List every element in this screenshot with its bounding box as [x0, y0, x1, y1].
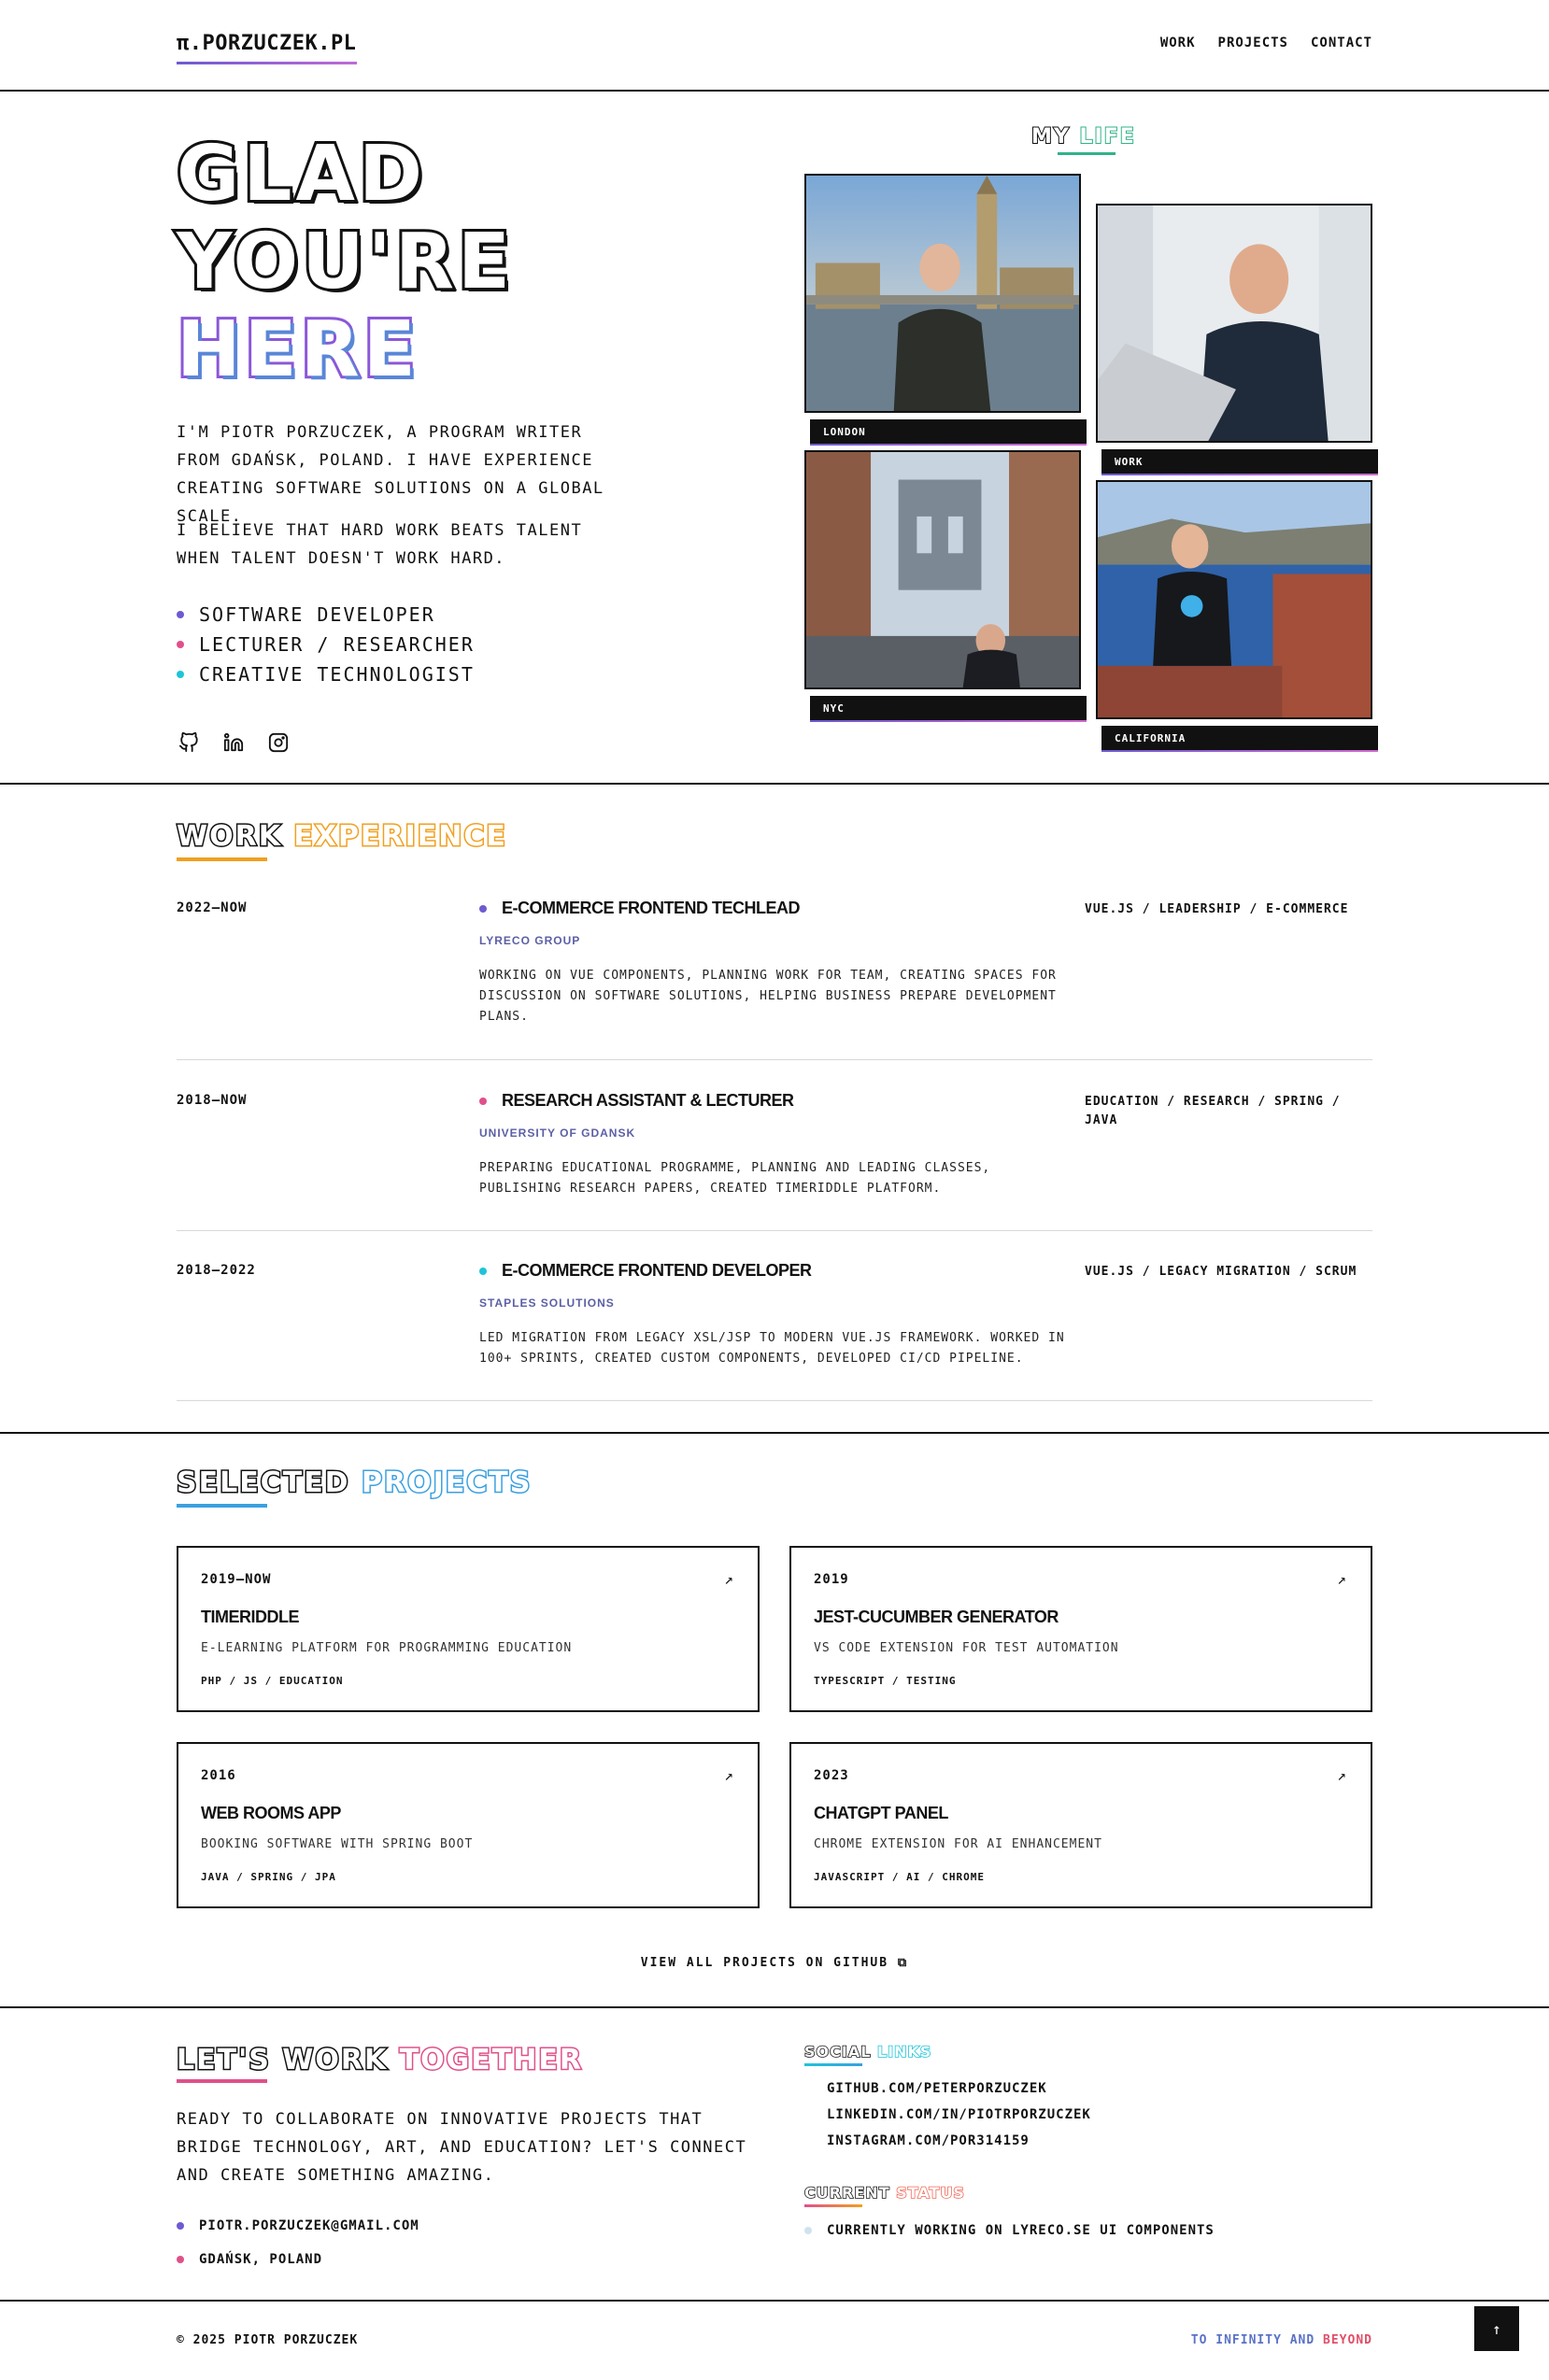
project-year: 2019—NOW: [201, 1572, 272, 1587]
github-projects-link-label: VIEW ALL PROJECTS ON GITHUB: [640, 1956, 889, 1970]
job-tags: VUE.JS / LEGACY MIGRATION / SCRUM: [1085, 1265, 1357, 1279]
project-card-chatgpt-panel[interactable]: [789, 1742, 1372, 1908]
bullet-dot: [479, 1098, 487, 1105]
section-title-b: EXPERIENCE: [293, 820, 507, 853]
job-description: PREPARING EDUCATIONAL PROGRAMME, PLANNING AND LEADING CLASSES, PUBLISHING RESEARCH PAPERS, CREATED TIMERIDDLE PLATFORM.: [479, 1161, 991, 1196]
contact-title: [177, 2044, 583, 2076]
section-underline: [177, 1504, 267, 1508]
photo-caption-work: WORK: [1101, 449, 1378, 474]
job-title: [479, 1261, 812, 1281]
job-period: 2022—NOW: [177, 900, 248, 915]
side-title-b: STATUS: [896, 2184, 965, 2202]
role-label: SOFTWARE DEVELOPER: [199, 603, 435, 626]
arrow-up-right-icon: ↗: [1337, 1570, 1346, 1588]
contact-location: [177, 2252, 322, 2267]
contact-location-text: GDAŃSK, POLAND: [199, 2252, 323, 2267]
section-divider: [0, 783, 1549, 785]
main-nav: [1160, 35, 1372, 50]
back-to-top-button[interactable]: [1474, 2306, 1519, 2351]
job-title: [479, 1091, 794, 1111]
job-tags: VUE.JS / LEADERSHIP / E-COMMERCE: [1085, 902, 1349, 916]
photo-caption-london: LONDON: [810, 419, 1087, 444]
hero-motto: I BELIEVE THAT HARD WORK BEATS TALENT WHEN TALENT DOESN'T WORK HARD.: [177, 521, 583, 568]
project-name: TIMERIDDLE: [201, 1608, 299, 1626]
job-tags: EDUCATION / RESEARCH / SPRING / JAVA: [1085, 1095, 1341, 1127]
arrow-up-right-icon: ↗: [724, 1570, 733, 1588]
external-link-icon: ⧉: [897, 1956, 909, 1970]
job-description: LED MIGRATION FROM LEGACY XSL/JSP TO MODERN VUE.JS FRAMEWORK. WORKED IN 100+ SPRINTS, CREATED CUSTOM COMPONENTS, DEVELOPED CI/CD PIPELINE.: [479, 1331, 1065, 1366]
section-underline: [177, 2079, 267, 2083]
nav-projects[interactable]: PROJECTS: [1217, 35, 1288, 50]
project-name: JEST-CUCUMBER GENERATOR: [814, 1608, 1059, 1626]
photo-work[interactable]: [1096, 204, 1372, 443]
section-title-a: WORK: [177, 820, 282, 853]
project-stack: JAVA / SPRING / JPA: [201, 1871, 336, 1883]
job-period: 2018—NOW: [177, 1093, 248, 1108]
copyright: © 2025 PIOTR PORZUCZEK: [177, 2333, 359, 2347]
bullet-dot: [177, 611, 184, 618]
photo-california[interactable]: [1096, 480, 1372, 719]
arrow-up-right-icon: ↗: [1337, 1766, 1346, 1784]
bullet-dot: [177, 641, 184, 648]
instagram-icon[interactable]: [266, 730, 291, 755]
project-subtitle: E-LEARNING PLATFORM FOR PROGRAMMING EDUCATION: [201, 1641, 573, 1655]
project-card-jest-cucumber[interactable]: [789, 1546, 1372, 1712]
hero-title-line-2: YOU'RE: [177, 218, 515, 306]
tagline-part: TO INFINITY: [1190, 2333, 1282, 2347]
job-company: LYRECO GROUP: [479, 934, 581, 947]
photo-nyc[interactable]: [804, 450, 1081, 689]
section-divider: [0, 1432, 1549, 1434]
caption-underline: [1101, 474, 1378, 475]
bullet-dot: [177, 671, 184, 678]
instagram-link[interactable]: INSTAGRAM.COM/POR314159: [827, 2133, 1030, 2148]
project-name: WEB ROOMS APP: [201, 1804, 341, 1822]
project-stack: JAVASCRIPT / AI / CHROME: [814, 1871, 985, 1883]
header-divider: [0, 90, 1549, 92]
section-title-a: SELECTED: [177, 1466, 350, 1499]
arrow-up-right-icon: ↗: [724, 1766, 733, 1784]
projects-title: [177, 1466, 532, 1499]
github-projects-link[interactable]: [0, 1956, 1549, 1970]
project-subtitle: CHROME EXTENSION FOR AI ENHANCEMENT: [814, 1837, 1102, 1851]
project-subtitle: BOOKING SOFTWARE WITH SPRING BOOT: [201, 1837, 474, 1851]
my-life-title-a: MY: [1031, 125, 1071, 149]
roles-list: [177, 600, 475, 689]
hero-title-line-3: HERE: [177, 305, 419, 394]
current-status-text: CURRENTLY WORKING ON LYRECO.SE UI COMPONENTS: [827, 2223, 1215, 2238]
nav-contact[interactable]: CONTACT: [1310, 35, 1372, 50]
job-period: 2018—2022: [177, 1263, 256, 1278]
nav-work[interactable]: WORK: [1159, 35, 1196, 50]
footer-tagline: [1191, 2333, 1372, 2347]
footer-divider: [0, 2300, 1549, 2302]
project-card-timeriddle[interactable]: [177, 1546, 760, 1712]
project-stack: PHP / JS / EDUCATION: [201, 1675, 344, 1687]
job-description: WORKING ON VUE COMPONENTS, PLANNING WORK FOR TEAM, CREATING SPACES FOR DISCUSSION ON SOFTWARE SOLUTIONS, HELPING BUSINESS PREPARE DEVELOPMENT PLANS.: [479, 969, 1057, 1024]
job-company: UNIVERSITY OF GDANSK: [479, 1126, 636, 1140]
project-year: 2019: [814, 1572, 849, 1587]
current-status: [804, 2223, 1215, 2238]
arrow-up-icon: ↑: [1492, 2319, 1501, 2338]
bullet-dot: [177, 2256, 184, 2263]
contact-email[interactable]: [177, 2218, 419, 2233]
project-year: 2023: [814, 1768, 849, 1783]
side-title-underline: [804, 2063, 862, 2066]
social-icons: [177, 730, 291, 755]
side-title-b: LINKS: [876, 2043, 932, 2061]
role-item: [177, 600, 475, 630]
caption-underline: [810, 720, 1087, 722]
my-life-title-b: LIFE: [1079, 125, 1136, 149]
linkedin-link[interactable]: LINKEDIN.COM/IN/PIOTRPORZUCZEK: [827, 2107, 1091, 2122]
job-title-text: E-COMMERCE FRONTEND DEVELOPER: [502, 1261, 812, 1280]
tagline-part: BEYOND: [1323, 2333, 1372, 2347]
job-company: STAPLES SOLUTIONS: [479, 1296, 615, 1310]
caption-underline: [1101, 750, 1378, 752]
github-icon[interactable]: [177, 730, 201, 755]
role-item: [177, 659, 475, 689]
hero-title-line-1: GLAD: [177, 130, 427, 219]
current-status-title: [804, 2184, 965, 2202]
github-link[interactable]: GITHUB.COM/PETERPORZUCZEK: [827, 2081, 1047, 2096]
job-separator: [177, 1059, 1372, 1060]
role-label: LECTURER / RESEARCHER: [199, 633, 475, 656]
linkedin-icon[interactable]: [221, 730, 246, 755]
bullet-dot: [177, 2222, 184, 2230]
job-title-text: E-COMMERCE FRONTEND TECHLEAD: [502, 899, 800, 917]
section-title-a: LET'S WORK: [177, 2044, 389, 2076]
side-title-underline: [804, 2204, 862, 2207]
job-title: [479, 899, 800, 918]
contact-text: READY TO COLLABORATE ON INNOVATIVE PROJECTS THAT BRIDGE TECHNOLOGY, ART, AND EDUCATION? LET'S CONNECT AND CREATE SOMETHING AMAZING.: [177, 2110, 747, 2185]
role-item: [177, 630, 475, 659]
bullet-dot: [479, 905, 487, 913]
contact-email-text: PIOTR.PORZUCZEK@GMAIL.COM: [199, 2218, 419, 2233]
my-life-underline: [1058, 152, 1116, 155]
job-title-text: RESEARCH ASSISTANT & LECTURER: [502, 1091, 794, 1110]
project-stack: TYPESCRIPT / TESTING: [814, 1675, 957, 1687]
tagline-part: AND: [1289, 2333, 1315, 2347]
hero-title: [177, 131, 514, 394]
section-title-b: PROJECTS: [362, 1466, 533, 1499]
hero-intro: I'M PIOTR PORZUCZEK, A PROGRAM WRITER FROM GDAŃSK, POLAND. I HAVE EXPERIENCE CREATING SOFTWARE SOLUTIONS ON A GLOBAL SCALE.: [177, 423, 604, 526]
side-title-a: CURRENT: [804, 2184, 890, 2202]
section-underline: [177, 857, 267, 861]
caption-underline: [810, 444, 1087, 446]
work-experience-title: [177, 820, 507, 853]
section-title-b: TOGETHER: [399, 2044, 583, 2076]
side-title-a: SOCIAL: [804, 2043, 872, 2061]
photo-london[interactable]: [804, 174, 1081, 413]
logo-underline: [177, 62, 357, 64]
project-year: 2016: [201, 1768, 236, 1783]
project-card-web-rooms[interactable]: [177, 1742, 760, 1908]
job-separator: [177, 1400, 1372, 1401]
project-name: CHATGPT PANEL: [814, 1804, 948, 1822]
job-separator: [177, 1230, 1372, 1231]
photo-caption-california: CALIFORNIA: [1101, 726, 1378, 750]
project-subtitle: VS CODE EXTENSION FOR TEST AUTOMATION: [814, 1641, 1119, 1655]
bullet-dot: [479, 1268, 487, 1275]
status-dot: [804, 2227, 812, 2234]
photo-caption-nyc: NYC: [810, 696, 1087, 720]
my-life-title: [1031, 125, 1136, 149]
role-label: CREATIVE TECHNOLOGIST: [199, 663, 475, 686]
social-links-title: [804, 2043, 931, 2061]
site-logo[interactable]: π.PORZUCZEK.PL: [177, 32, 357, 55]
section-divider: [0, 2006, 1549, 2008]
